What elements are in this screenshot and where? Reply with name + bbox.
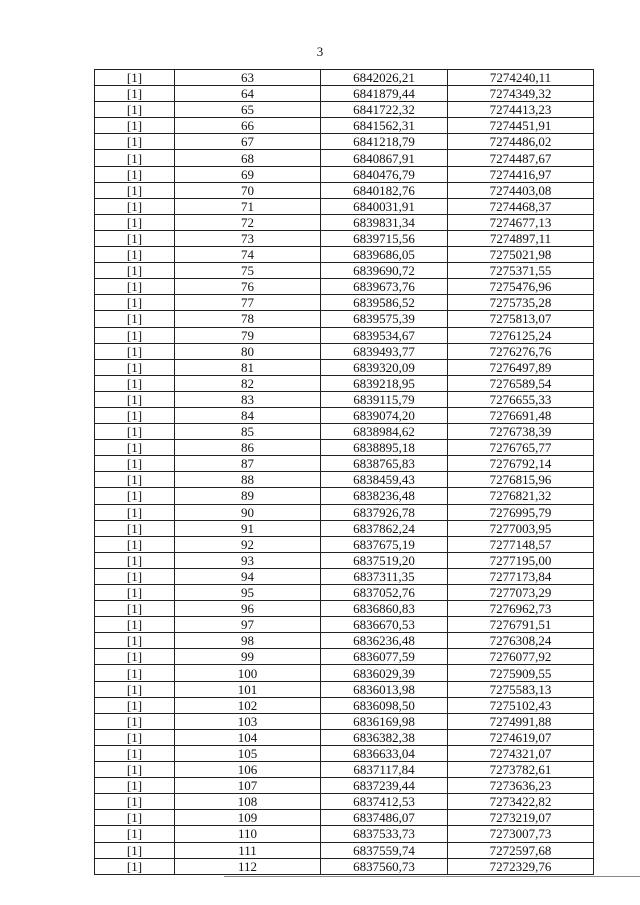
table-row	[95, 407, 594, 423]
x-coordinate-cell: 6837533,73	[321, 826, 448, 842]
x-coordinate-cell: 6838459,43	[321, 472, 448, 488]
reference-cell: [1]	[95, 520, 175, 536]
y-coordinate-cell: 7275102,43	[448, 697, 594, 713]
page-number: 3	[316, 44, 324, 59]
table-row	[95, 826, 594, 842]
point-number-cell: 103	[175, 713, 321, 729]
table-row	[95, 745, 594, 761]
x-coordinate-cell: 6841879,44	[321, 86, 448, 102]
table-row	[95, 279, 594, 295]
table-row	[95, 424, 594, 440]
point-number-cell: 96	[175, 601, 321, 617]
y-coordinate-cell: 7274416,97	[448, 166, 594, 182]
point-number-cell: 76	[175, 279, 321, 295]
reference-cell: [1]	[95, 858, 175, 874]
x-coordinate-cell: 6842026,21	[321, 70, 448, 86]
y-coordinate-cell: 7276791,51	[448, 617, 594, 633]
table-row	[95, 150, 594, 166]
y-coordinate-cell: 7274349,32	[448, 86, 594, 102]
x-coordinate-cell: 6839074,20	[321, 407, 448, 423]
coordinates-table-body	[95, 70, 594, 875]
table-row	[95, 440, 594, 456]
x-coordinate-cell: 6838984,62	[321, 424, 448, 440]
reference-cell: [1]	[95, 585, 175, 601]
x-coordinate-cell: 6840867,91	[321, 150, 448, 166]
y-coordinate-cell: 7277195,00	[448, 552, 594, 568]
x-coordinate-cell: 6837559,74	[321, 842, 448, 858]
x-coordinate-cell: 6837926,78	[321, 504, 448, 520]
point-number-cell: 80	[175, 343, 321, 359]
table-row	[95, 520, 594, 536]
x-coordinate-cell: 6839534,67	[321, 327, 448, 343]
point-number-cell: 69	[175, 166, 321, 182]
table-row	[95, 375, 594, 391]
point-number-cell: 81	[175, 359, 321, 375]
y-coordinate-cell: 7274451,91	[448, 118, 594, 134]
y-coordinate-cell: 7275476,96	[448, 279, 594, 295]
reference-cell: [1]	[95, 504, 175, 520]
x-coordinate-cell: 6837412,53	[321, 794, 448, 810]
x-coordinate-cell: 6839690,72	[321, 263, 448, 279]
x-coordinate-cell: 6837239,44	[321, 778, 448, 794]
y-coordinate-cell: 7275909,55	[448, 665, 594, 681]
point-number-cell: 112	[175, 858, 321, 874]
point-number-cell: 99	[175, 649, 321, 665]
table-row	[95, 182, 594, 198]
reference-cell: [1]	[95, 697, 175, 713]
x-coordinate-cell: 6836633,04	[321, 745, 448, 761]
table-row	[95, 359, 594, 375]
table-row	[95, 327, 594, 343]
point-number-cell: 95	[175, 585, 321, 601]
reference-cell: [1]	[95, 440, 175, 456]
reference-cell: [1]	[95, 391, 175, 407]
point-number-cell: 71	[175, 198, 321, 214]
point-number-cell: 92	[175, 536, 321, 552]
table-row	[95, 536, 594, 552]
x-coordinate-cell: 6841562,31	[321, 118, 448, 134]
reference-cell: [1]	[95, 617, 175, 633]
reference-cell: [1]	[95, 295, 175, 311]
reference-cell: [1]	[95, 327, 175, 343]
point-number-cell: 73	[175, 230, 321, 246]
table-row	[95, 552, 594, 568]
point-number-cell: 79	[175, 327, 321, 343]
table-row	[95, 86, 594, 102]
table-row	[95, 601, 594, 617]
reference-cell: [1]	[95, 182, 175, 198]
table-row	[95, 295, 594, 311]
table-row	[95, 617, 594, 633]
x-coordinate-cell: 6836077,59	[321, 649, 448, 665]
reference-cell: [1]	[95, 214, 175, 230]
reference-cell: [1]	[95, 279, 175, 295]
point-number-cell: 107	[175, 778, 321, 794]
reference-cell: [1]	[95, 230, 175, 246]
y-coordinate-cell: 7274677,13	[448, 214, 594, 230]
point-number-cell: 86	[175, 440, 321, 456]
reference-cell: [1]	[95, 778, 175, 794]
y-coordinate-cell: 7277148,57	[448, 536, 594, 552]
point-number-cell: 97	[175, 617, 321, 633]
table-row	[95, 472, 594, 488]
y-coordinate-cell: 7272329,76	[448, 858, 594, 874]
y-coordinate-cell: 7274413,23	[448, 102, 594, 118]
table-row	[95, 504, 594, 520]
y-coordinate-cell: 7277173,84	[448, 568, 594, 584]
point-number-cell: 77	[175, 295, 321, 311]
reference-cell: [1]	[95, 134, 175, 150]
y-coordinate-cell: 7275371,55	[448, 263, 594, 279]
x-coordinate-cell: 6836236,48	[321, 633, 448, 649]
point-number-cell: 102	[175, 697, 321, 713]
reference-cell: [1]	[95, 198, 175, 214]
x-coordinate-cell: 6839218,95	[321, 375, 448, 391]
y-coordinate-cell: 7273219,07	[448, 810, 594, 826]
table-row	[95, 198, 594, 214]
table-row	[95, 343, 594, 359]
point-number-cell: 109	[175, 810, 321, 826]
y-coordinate-cell: 7272597,68	[448, 842, 594, 858]
y-coordinate-cell: 7273007,73	[448, 826, 594, 842]
reference-cell: [1]	[95, 102, 175, 118]
reference-cell: [1]	[95, 488, 175, 504]
reference-cell: [1]	[95, 375, 175, 391]
reference-cell: [1]	[95, 745, 175, 761]
x-coordinate-cell: 6838895,18	[321, 440, 448, 456]
y-coordinate-cell: 7274619,07	[448, 729, 594, 745]
x-coordinate-cell: 6838765,83	[321, 456, 448, 472]
x-coordinate-cell: 6839493,77	[321, 343, 448, 359]
reference-cell: [1]	[95, 649, 175, 665]
y-coordinate-cell: 7276655,33	[448, 391, 594, 407]
reference-cell: [1]	[95, 568, 175, 584]
table-row	[95, 681, 594, 697]
point-number-cell: 64	[175, 86, 321, 102]
reference-cell: [1]	[95, 343, 175, 359]
y-coordinate-cell: 7275813,07	[448, 311, 594, 327]
x-coordinate-cell: 6837862,24	[321, 520, 448, 536]
point-number-cell: 105	[175, 745, 321, 761]
table-row	[95, 665, 594, 681]
table-row	[95, 633, 594, 649]
x-coordinate-cell: 6841722,32	[321, 102, 448, 118]
reference-cell: [1]	[95, 407, 175, 423]
point-number-cell: 90	[175, 504, 321, 520]
x-coordinate-cell: 6837519,20	[321, 552, 448, 568]
point-number-cell: 106	[175, 762, 321, 778]
point-number-cell: 84	[175, 407, 321, 423]
y-coordinate-cell: 7273422,82	[448, 794, 594, 810]
reference-cell: [1]	[95, 359, 175, 375]
reference-cell: [1]	[95, 601, 175, 617]
x-coordinate-cell: 6839686,05	[321, 247, 448, 263]
point-number-cell: 78	[175, 311, 321, 327]
reference-cell: [1]	[95, 456, 175, 472]
x-coordinate-cell: 6841218,79	[321, 134, 448, 150]
point-number-cell: 104	[175, 729, 321, 745]
y-coordinate-cell: 7276497,89	[448, 359, 594, 375]
reference-cell: [1]	[95, 166, 175, 182]
x-coordinate-cell: 6840476,79	[321, 166, 448, 182]
x-coordinate-cell: 6837560,73	[321, 858, 448, 874]
table-row	[95, 649, 594, 665]
x-coordinate-cell: 6838236,48	[321, 488, 448, 504]
point-number-cell: 83	[175, 391, 321, 407]
table-row	[95, 842, 594, 858]
y-coordinate-cell: 7274468,37	[448, 198, 594, 214]
reference-cell: [1]	[95, 681, 175, 697]
y-coordinate-cell: 7274486,02	[448, 134, 594, 150]
y-coordinate-cell: 7275021,98	[448, 247, 594, 263]
point-number-cell: 91	[175, 520, 321, 536]
table-row	[95, 810, 594, 826]
table-row	[95, 778, 594, 794]
x-coordinate-cell: 6839831,34	[321, 214, 448, 230]
x-coordinate-cell: 6836860,83	[321, 601, 448, 617]
x-coordinate-cell: 6836670,53	[321, 617, 448, 633]
reference-cell: [1]	[95, 810, 175, 826]
y-coordinate-cell: 7274991,88	[448, 713, 594, 729]
point-number-cell: 98	[175, 633, 321, 649]
table-row	[95, 230, 594, 246]
y-coordinate-cell: 7276276,76	[448, 343, 594, 359]
y-coordinate-cell: 7274321,07	[448, 745, 594, 761]
reference-cell: [1]	[95, 86, 175, 102]
y-coordinate-cell: 7276765,77	[448, 440, 594, 456]
x-coordinate-cell: 6837117,84	[321, 762, 448, 778]
table-row	[95, 697, 594, 713]
point-number-cell: 89	[175, 488, 321, 504]
point-number-cell: 68	[175, 150, 321, 166]
x-coordinate-cell: 6839320,09	[321, 359, 448, 375]
table-row	[95, 858, 594, 874]
x-coordinate-cell: 6836013,98	[321, 681, 448, 697]
table-row	[95, 762, 594, 778]
table-row	[95, 713, 594, 729]
point-number-cell: 93	[175, 552, 321, 568]
y-coordinate-cell: 7276995,79	[448, 504, 594, 520]
x-coordinate-cell: 6836382,38	[321, 729, 448, 745]
point-number-cell: 82	[175, 375, 321, 391]
point-number-cell: 70	[175, 182, 321, 198]
point-number-cell: 110	[175, 826, 321, 842]
table-row	[95, 391, 594, 407]
x-coordinate-cell: 6839115,79	[321, 391, 448, 407]
point-number-cell: 67	[175, 134, 321, 150]
table-row	[95, 456, 594, 472]
y-coordinate-cell: 7274897,11	[448, 230, 594, 246]
y-coordinate-cell: 7276962,73	[448, 601, 594, 617]
reference-cell: [1]	[95, 552, 175, 568]
bottom-rule	[224, 876, 640, 877]
point-number-cell: 87	[175, 456, 321, 472]
reference-cell: [1]	[95, 247, 175, 263]
table-row	[95, 794, 594, 810]
y-coordinate-cell: 7273636,23	[448, 778, 594, 794]
point-number-cell: 111	[175, 842, 321, 858]
x-coordinate-cell: 6837052,76	[321, 585, 448, 601]
y-coordinate-cell: 7276125,24	[448, 327, 594, 343]
reference-cell: [1]	[95, 713, 175, 729]
reference-cell: [1]	[95, 263, 175, 279]
point-number-cell: 66	[175, 118, 321, 134]
coordinates-table	[94, 69, 594, 875]
reference-cell: [1]	[95, 762, 175, 778]
y-coordinate-cell: 7273782,61	[448, 762, 594, 778]
x-coordinate-cell: 6839586,52	[321, 295, 448, 311]
x-coordinate-cell: 6837311,35	[321, 568, 448, 584]
reference-cell: [1]	[95, 311, 175, 327]
y-coordinate-cell: 7276792,14	[448, 456, 594, 472]
table-row	[95, 214, 594, 230]
point-number-cell: 88	[175, 472, 321, 488]
table-row	[95, 102, 594, 118]
table-row	[95, 134, 594, 150]
x-coordinate-cell: 6840182,76	[321, 182, 448, 198]
y-coordinate-cell: 7274403,08	[448, 182, 594, 198]
point-number-cell: 74	[175, 247, 321, 263]
point-number-cell: 85	[175, 424, 321, 440]
reference-cell: [1]	[95, 424, 175, 440]
x-coordinate-cell: 6839575,39	[321, 311, 448, 327]
y-coordinate-cell: 7274487,67	[448, 150, 594, 166]
table-row	[95, 568, 594, 584]
reference-cell: [1]	[95, 729, 175, 745]
table-row	[95, 118, 594, 134]
table-row	[95, 166, 594, 182]
point-number-cell: 65	[175, 102, 321, 118]
reference-cell: [1]	[95, 150, 175, 166]
reference-cell: [1]	[95, 70, 175, 86]
point-number-cell: 94	[175, 568, 321, 584]
reference-cell: [1]	[95, 794, 175, 810]
y-coordinate-cell: 7277003,95	[448, 520, 594, 536]
reference-cell: [1]	[95, 842, 175, 858]
x-coordinate-cell: 6837675,19	[321, 536, 448, 552]
x-coordinate-cell: 6836098,50	[321, 697, 448, 713]
table-row	[95, 247, 594, 263]
x-coordinate-cell: 6840031,91	[321, 198, 448, 214]
reference-cell: [1]	[95, 633, 175, 649]
point-number-cell: 72	[175, 214, 321, 230]
point-number-cell: 108	[175, 794, 321, 810]
point-number-cell: 75	[175, 263, 321, 279]
point-number-cell: 101	[175, 681, 321, 697]
x-coordinate-cell: 6839715,56	[321, 230, 448, 246]
y-coordinate-cell: 7277073,29	[448, 585, 594, 601]
y-coordinate-cell: 7274240,11	[448, 70, 594, 86]
y-coordinate-cell: 7276815,96	[448, 472, 594, 488]
table-row	[95, 263, 594, 279]
y-coordinate-cell: 7276691,48	[448, 407, 594, 423]
y-coordinate-cell: 7276589,54	[448, 375, 594, 391]
reference-cell: [1]	[95, 472, 175, 488]
y-coordinate-cell: 7276077,92	[448, 649, 594, 665]
reference-cell: [1]	[95, 665, 175, 681]
reference-cell: [1]	[95, 826, 175, 842]
x-coordinate-cell: 6837486,07	[321, 810, 448, 826]
y-coordinate-cell: 7275583,13	[448, 681, 594, 697]
table-row	[95, 70, 594, 86]
y-coordinate-cell: 7276738,39	[448, 424, 594, 440]
reference-cell: [1]	[95, 536, 175, 552]
table-row	[95, 488, 594, 504]
y-coordinate-cell: 7276308,24	[448, 633, 594, 649]
table-row	[95, 729, 594, 745]
y-coordinate-cell: 7276821,32	[448, 488, 594, 504]
point-number-cell: 100	[175, 665, 321, 681]
table-row	[95, 585, 594, 601]
y-coordinate-cell: 7275735,28	[448, 295, 594, 311]
point-number-cell: 63	[175, 70, 321, 86]
reference-cell: [1]	[95, 118, 175, 134]
table-row	[95, 311, 594, 327]
x-coordinate-cell: 6839673,76	[321, 279, 448, 295]
x-coordinate-cell: 6836029,39	[321, 665, 448, 681]
x-coordinate-cell: 6836169,98	[321, 713, 448, 729]
